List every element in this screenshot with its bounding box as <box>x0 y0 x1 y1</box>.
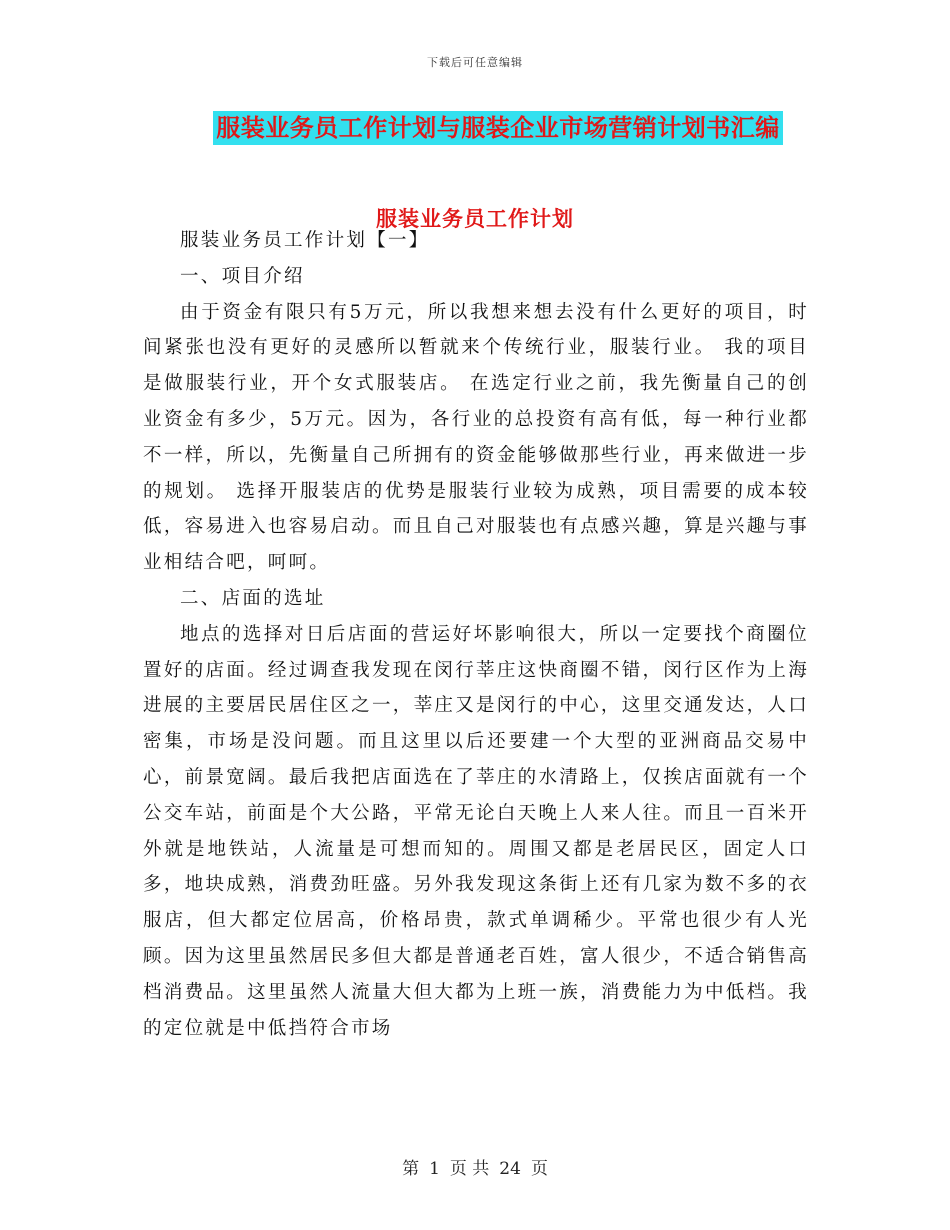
footer-mid: 页 共 <box>449 1159 490 1179</box>
page-footer <box>0 1154 950 1179</box>
main-title-container <box>0 111 950 145</box>
section-heading-project-intro: 一、项目介绍 <box>180 265 305 287</box>
footer-suffix: 页 <box>530 1159 548 1179</box>
header-note: 下载后可任意编辑 <box>427 56 523 69</box>
section-title-plan-one: 服装业务员工作计划【一】 <box>180 230 430 251</box>
page-total: 24 <box>499 1159 521 1179</box>
document-main-title: 服装业务员工作计划与服装企业市场营销计划书汇编 <box>213 111 783 145</box>
paragraph-store-location: 地点的选择对日后店面的营运好坏影响很大，所以一定要找个商圈位置好的店面。经过调查我发现在闵行莘庄这快商圈不错，闵行区作为上海进展的主要居民居住区之一，莘庄又是闵行的中心，这里交通发达，人口密集，市场是没问题。而且这里以后还要建一个大型的亚洲商品交易中心，前景宽阔。最后我把店面选在了莘庄的水清路上，仅挨店面就有一个公交车站，前面是个大公路，平常无论白天晚上人来人往。而且一百米开外就是地铁站，人流量是可想而知的。周围又都是老居民区，固定人口多，地块成熟，消费劲旺盛。另外我发现这条街上还有几家为数不多的衣服店，但大都定位居高，价格昂贵，款式单调稀少。平常也很少有人光顾。因为这里虽然居民多但大都是普通老百姓，富人很少，不适合销售高档消费品。这里虽然人流量大但大都为上班一族，消费能力为中低档。我的定位就是中低挡符合市场 <box>143 623 809 1039</box>
document-body <box>143 223 809 1046</box>
paragraph-project-intro: 由于资金有限只有5万元，所以我想来想去没有什么更好的项目，时间紧张也没有更好的灵感所以暂就来个传统行业，服装行业。 我的项目是做服装行业，开个女式服装店。 在选定行业之前，我先衡量自己的创业资金有多少，5万元。因为，各行业的总投资有高有低，每一种行业都不一样，所以，先衡量自己所拥有的资金能够做那些行业，再来做进一步的规划。 选择开服装店的优势是服装行业较为成熟，项目需要的成本较低，容易进入也容易启动。而且自己对服装也有点感兴趣，算是兴趣与事业相结合吧，呵呵。 <box>143 301 809 574</box>
document-sub-title: 服装业务员工作计划 <box>376 206 574 231</box>
section-heading-store-location: 二、店面的选址 <box>180 587 326 609</box>
page-number: 1 <box>429 1159 440 1179</box>
footer-prefix: 第 <box>402 1159 420 1179</box>
